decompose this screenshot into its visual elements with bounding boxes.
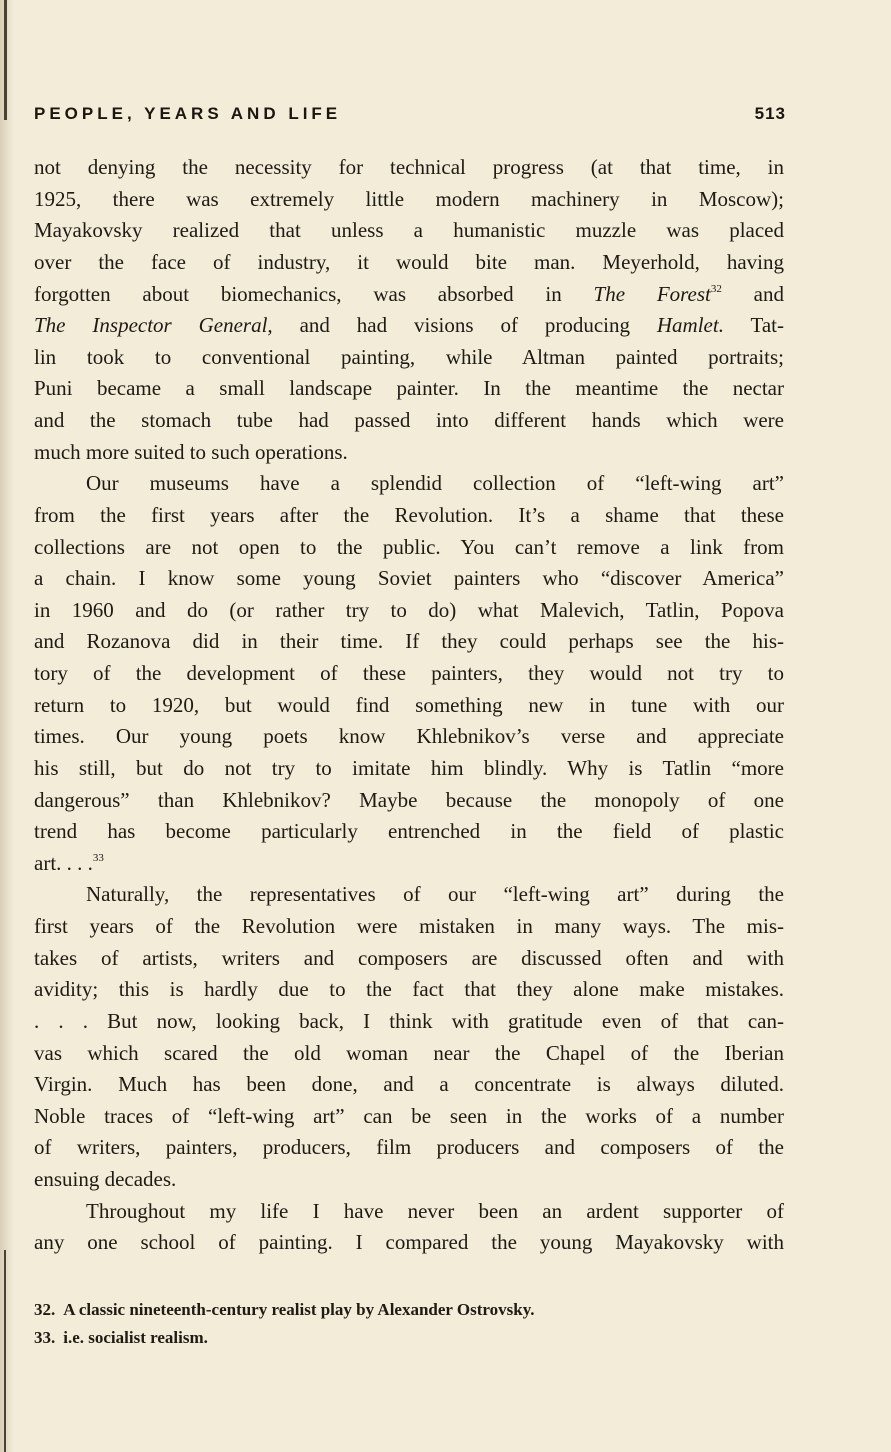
text-line <box>34 342 784 374</box>
text-line <box>34 658 784 690</box>
text-line <box>34 785 784 817</box>
line-text: avidity; this is hardly due to the fact that they alone make mistakes. <box>34 977 784 1002</box>
text-line <box>34 1101 784 1133</box>
binding-shadow <box>4 0 7 120</box>
line-text: in 1960 and do (or rather try to do) what Malevich, Tatlin, Popova <box>34 597 784 622</box>
text-line <box>34 437 784 469</box>
line-text: Mayakovsky realized that unless a humanistic muzzle was placed <box>34 218 784 243</box>
line-text: Our museums have a splendid collection of “left-wing art” <box>86 471 784 496</box>
text-line <box>34 943 784 975</box>
text-line <box>34 405 784 437</box>
footnote-text: A classic nineteenth-century realist play by Alexander Ostrovsky. <box>63 1300 535 1319</box>
line-text: takes of artists, writers and composers are discussed often and with <box>34 945 784 970</box>
text-line <box>34 1196 784 1228</box>
page-number: 513 <box>754 104 786 123</box>
text-line <box>34 1006 784 1038</box>
line-text: . . . But now, looking back, I think with gratitude even of that can- <box>34 1008 784 1033</box>
text-line <box>34 690 784 722</box>
text-line <box>34 879 784 911</box>
text-line <box>34 468 784 500</box>
text-line <box>34 184 784 216</box>
line-text: a chain. I know some young Soviet painters who “discover America” <box>34 566 784 591</box>
line-text: art. . . . <box>34 850 93 875</box>
line-text: from the first years after the Revolution. It’s a shame that these <box>34 502 784 527</box>
line-text: trend has become particularly entrenched in the field of plastic <box>34 819 784 844</box>
line-text: dangerous” than Khlebnikov? Maybe because the monopoly of one <box>34 787 784 812</box>
text-line <box>34 215 784 247</box>
text-line <box>34 626 784 658</box>
line-text: of writers, painters, producers, film producers and composers of the <box>34 1135 784 1160</box>
page-header <box>34 104 786 128</box>
line-text: Virgin. Much has been done, and a concentrate is always diluted. <box>34 1072 784 1097</box>
line-text: any one school of painting. I compared the young Mayakovsky with <box>34 1230 784 1255</box>
line-text: times. Our young poets know Khlebnikov’s verse and appreciate <box>34 724 784 749</box>
line-text: and the stomach tube had passed into different hands which were <box>34 408 784 432</box>
text-line <box>34 816 784 848</box>
italic-title: The Inspector General, <box>34 313 273 338</box>
footnote-reference: 33 <box>92 851 104 864</box>
line-text: tory of the development of these painters, they would not try to <box>34 661 784 685</box>
line-text: over the face of industry, it would bite man. Meyerhold, having <box>34 249 784 274</box>
text-line <box>34 974 784 1006</box>
text-line <box>34 373 784 405</box>
line-text: collections are not open to the public. You can’t remove a link from <box>34 534 784 559</box>
body-text <box>34 152 784 1259</box>
italic-title: The Forest <box>593 281 711 306</box>
text-line <box>34 1038 784 1070</box>
line-text: return to 1920, but would find something new in tune with our <box>34 692 784 717</box>
line-text: forgotten about biomechanics, was absorbed in <box>34 281 562 306</box>
line-text: ensuing decades. <box>34 1167 177 1191</box>
footnote <box>34 1324 784 1352</box>
text-line <box>34 1227 784 1259</box>
page-binding-edge <box>0 0 14 1452</box>
running-title: PEOPLE, YEARS AND LIFE <box>34 104 342 123</box>
text-line <box>34 152 784 184</box>
text-line <box>34 1132 784 1164</box>
italic-title: Hamlet. <box>656 313 724 338</box>
footnote-number: 33. <box>34 1328 56 1347</box>
line-text: much more suited to such operations. <box>34 439 348 464</box>
line-text: Noble traces of “left-wing art” can be seen in the works of a number <box>34 1103 784 1128</box>
line-text: Naturally, the representatives of our “left-wing art” during the <box>86 882 784 907</box>
text-line <box>34 500 784 532</box>
footnote-number: 32. <box>34 1300 56 1319</box>
text-line <box>34 848 784 880</box>
line-text: and Rozanova did in their time. If they could perhaps see the his- <box>34 629 784 654</box>
text-line <box>34 1069 784 1101</box>
line-text: Puni became a small landscape painter. In the meantime the nectar <box>34 376 784 401</box>
text-line <box>34 532 784 564</box>
line-text: not denying the necessity for technical progress (at that time, in <box>34 155 784 179</box>
text-line <box>34 721 784 753</box>
footnote-reference: 32 <box>710 282 722 295</box>
footnote-text: i.e. socialist realism. <box>63 1328 208 1347</box>
footnotes <box>34 1296 784 1352</box>
line-text: lin took to conventional painting, while Altman painted portraits; <box>34 344 784 369</box>
text-line <box>34 595 784 627</box>
text-line <box>34 247 784 279</box>
line-text: and had visions of producing <box>272 313 657 338</box>
text-line <box>34 563 784 595</box>
line-text: his still, but do not try to imitate him blindly. Why is Tatlin “more <box>34 755 784 780</box>
text-line <box>34 310 784 342</box>
footnote <box>34 1296 784 1324</box>
text-line <box>34 1164 784 1196</box>
line-text: first years of the Revolution were mistaken in many ways. The mis- <box>34 914 784 938</box>
line-text: and <box>721 281 784 306</box>
line-text: 1925, there was extremely little modern machinery in Moscow); <box>34 186 784 211</box>
text-line <box>34 279 784 311</box>
text-line <box>34 753 784 785</box>
text-line <box>34 911 784 943</box>
line-text: Throughout my life I have never been an ardent supporter of <box>86 1198 784 1223</box>
line-text: Tat- <box>723 313 784 338</box>
binding-shadow <box>4 1250 6 1452</box>
line-text: vas which scared the old woman near the Chapel of the Iberian <box>34 1040 784 1065</box>
